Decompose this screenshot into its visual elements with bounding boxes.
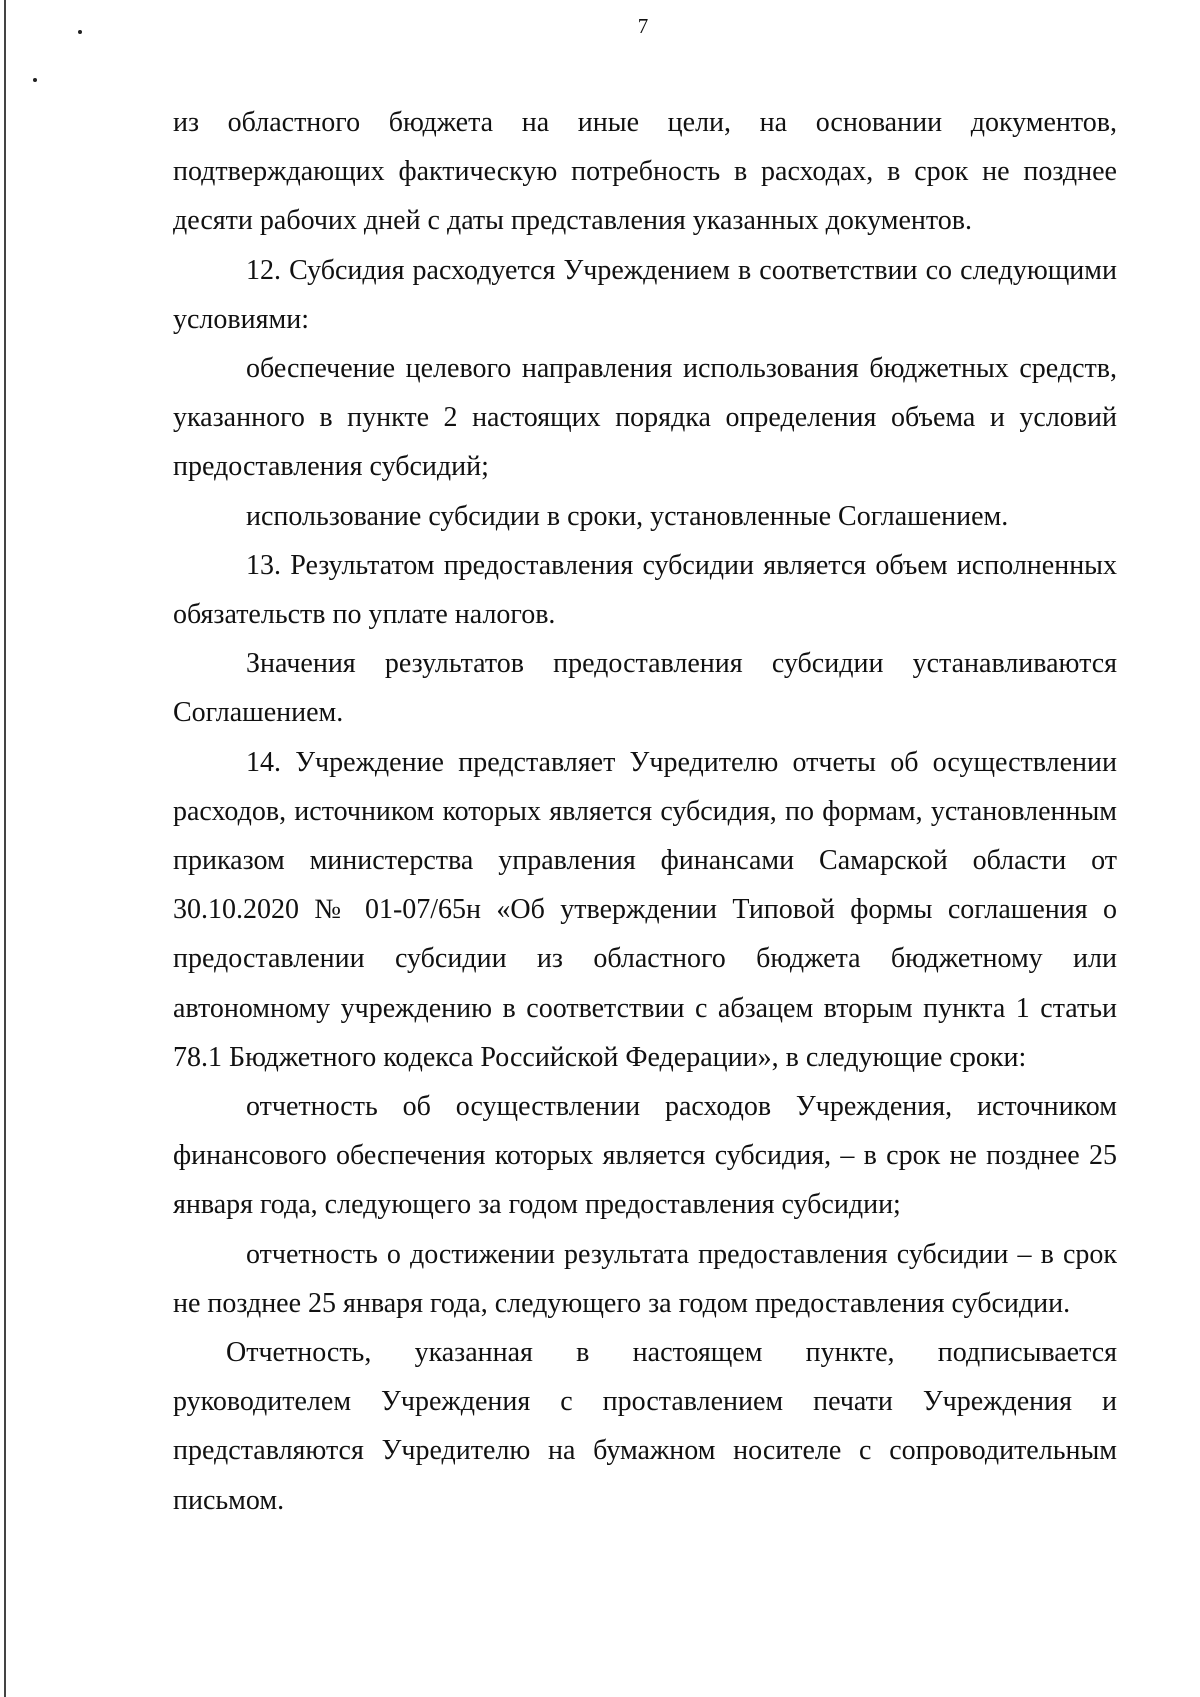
page-number: 7 xyxy=(637,14,649,38)
paragraph-condition-1: обеспечение целевого направления использования бюджетных средств, указанного в пункте 2 настоящих порядка определения объема и условий предоставления субсидий; xyxy=(173,353,1117,483)
paragraph-condition-2: использование субсидии в сроки, установленные Соглашением. xyxy=(246,500,1009,532)
paragraph-item-12: 12. Субсидия расходуется Учреждением в соответствии со следующими условиями: xyxy=(173,254,1117,335)
paragraph-report-deadline-1: отчетность об осуществлении расходов Учреждения, источником финансового обеспечения которых является субсидия, – в срок не позднее 25 января года, следующего за годом предоставления субсидии; xyxy=(173,1091,1117,1221)
scan-left-edge xyxy=(4,0,6,1697)
paragraph-signing: Отчетность, указанная в настоящем пункте, подписывается руководителем Учреждения с проставлением печати Учреждения и представляются Учредителю на бумажном носителе с сопроводительным письмом. xyxy=(173,1337,1117,1516)
paragraph-report-deadline-2: отчетность о достижении результата предоставления субсидии – в срок не позднее 25 января года, следующего за годом предоставления субсидии. xyxy=(173,1238,1117,1319)
paragraph-continuation: из областного бюджета на иные цели, на основании документов, подтверждающих фактическую потребность в расходах, в срок не позднее десяти рабочих дней с даты представления указанных документов. xyxy=(173,107,1117,237)
paragraph-item-13: 13. Результатом предоставления субсидии является объем исполненных обязательств по уплате налогов. xyxy=(173,549,1117,631)
paragraph-item-14: 14. Учреждение представляет Учредителю отчеты об осуществлении расходов, источником которых является субсидия, по формам, установленным приказом министерства управления финансами Самарской области от 30.10.2020 № 01-07/65н «Об утверждении Типовой формы соглашения о предоставлении субсидии из областного бюджета бюджетному или автономному учреждению в соответствии с абзацем вторым пункта 1 статьи 78.1 Бюджетного кодекса Российской Федерации», в следующие сроки: xyxy=(173,746,1117,1073)
scan-speck xyxy=(33,78,37,82)
paragraph-result-values: Значения результатов предоставления субсидии устанавливаются Соглашением. xyxy=(173,648,1117,729)
document-body xyxy=(173,98,1117,1525)
